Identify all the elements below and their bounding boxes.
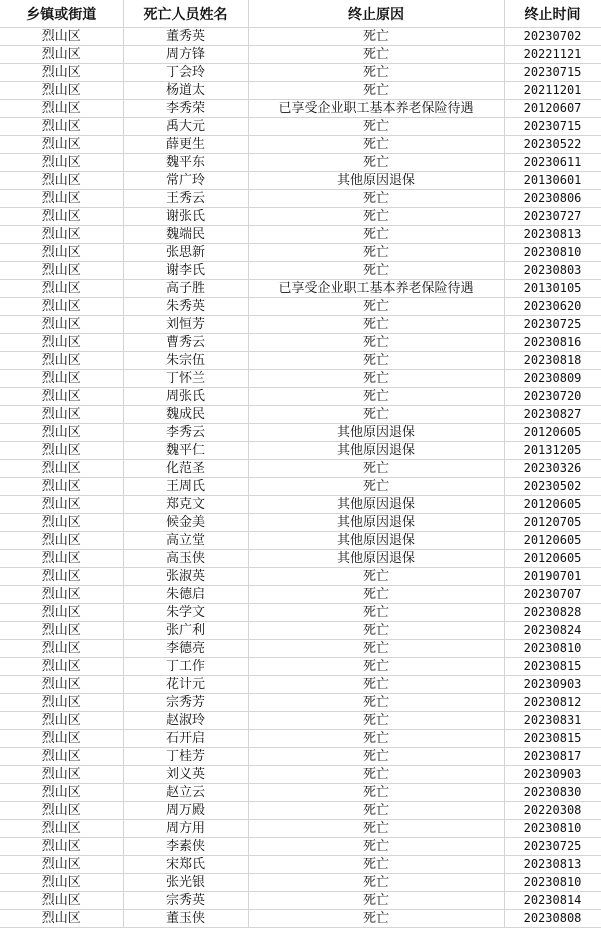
cell-reason[interactable]: 死亡 <box>248 802 504 820</box>
cell-date[interactable]: 20120605 <box>504 496 601 514</box>
cell-date[interactable]: 20230810 <box>504 874 601 892</box>
cell-date[interactable]: 20230830 <box>504 784 601 802</box>
table-row <box>0 208 601 226</box>
table-row <box>0 406 601 424</box>
cell-name[interactable]: 朱秀英 <box>123 298 248 316</box>
cell-town[interactable]: 烈山区 <box>0 694 123 712</box>
cell-name[interactable]: 朱德启 <box>123 586 248 604</box>
cell-reason[interactable]: 死亡 <box>248 874 504 892</box>
cell-name[interactable]: 高子胜 <box>123 280 248 298</box>
cell-name[interactable]: 赵立云 <box>123 784 248 802</box>
table-row <box>0 424 601 442</box>
cell-town[interactable]: 烈山区 <box>0 892 123 910</box>
cell-reason[interactable]: 死亡 <box>248 118 504 136</box>
cell-date[interactable]: 20230715 <box>504 118 601 136</box>
cell-town[interactable]: 烈山区 <box>0 280 123 298</box>
table-row <box>0 352 601 370</box>
cell-name[interactable]: 李德亮 <box>123 640 248 658</box>
cell-date[interactable]: 20230817 <box>504 748 601 766</box>
column-header-name[interactable]: 死亡人员姓名 <box>123 0 248 28</box>
cell-reason[interactable]: 死亡 <box>248 460 504 478</box>
cell-date[interactable]: 20230814 <box>504 892 601 910</box>
cell-date[interactable]: 20120705 <box>504 514 601 532</box>
cell-town[interactable]: 烈山区 <box>0 82 123 100</box>
cell-reason[interactable]: 死亡 <box>248 622 504 640</box>
cell-date[interactable]: 20221121 <box>504 46 601 64</box>
table-row <box>0 658 601 676</box>
cell-reason[interactable]: 死亡 <box>248 208 504 226</box>
cell-town[interactable]: 烈山区 <box>0 802 123 820</box>
cell-name[interactable]: 李素侠 <box>123 838 248 856</box>
cell-reason[interactable]: 死亡 <box>248 370 504 388</box>
cell-town[interactable]: 烈山区 <box>0 784 123 802</box>
cell-reason[interactable]: 死亡 <box>248 838 504 856</box>
cell-town[interactable]: 烈山区 <box>0 532 123 550</box>
table-row <box>0 604 601 622</box>
cell-reason[interactable]: 已享受企业职工基本养老保险待遇 <box>248 100 504 118</box>
cell-date[interactable]: 20230808 <box>504 910 601 928</box>
cell-date[interactable]: 20230806 <box>504 190 601 208</box>
cell-reason[interactable]: 死亡 <box>248 316 504 334</box>
cell-name[interactable]: 刘恒芳 <box>123 316 248 334</box>
cell-name[interactable]: 宋郑氏 <box>123 856 248 874</box>
cell-town[interactable]: 烈山区 <box>0 442 123 460</box>
cell-reason[interactable]: 其他原因退保 <box>248 532 504 550</box>
table-row <box>0 496 601 514</box>
cell-date[interactable]: 20230812 <box>504 694 601 712</box>
table-row <box>0 838 601 856</box>
table-row <box>0 244 601 262</box>
cell-date[interactable]: 20120607 <box>504 100 601 118</box>
table-row <box>0 622 601 640</box>
cell-town[interactable]: 烈山区 <box>0 856 123 874</box>
cell-reason[interactable]: 死亡 <box>248 262 504 280</box>
cell-reason[interactable]: 死亡 <box>248 406 504 424</box>
table-row <box>0 532 601 550</box>
cell-date[interactable]: 20230611 <box>504 154 601 172</box>
cell-reason[interactable]: 已享受企业职工基本养老保险待遇 <box>248 280 504 298</box>
cell-town[interactable]: 烈山区 <box>0 388 123 406</box>
cell-reason[interactable]: 死亡 <box>248 748 504 766</box>
table-row <box>0 910 601 928</box>
cell-date[interactable]: 20230824 <box>504 622 601 640</box>
cell-date[interactable]: 20230809 <box>504 370 601 388</box>
cell-date[interactable]: 20230725 <box>504 316 601 334</box>
cell-date[interactable]: 20230326 <box>504 460 601 478</box>
table-row <box>0 64 601 82</box>
cell-town[interactable]: 烈山区 <box>0 64 123 82</box>
cell-town[interactable]: 烈山区 <box>0 226 123 244</box>
cell-reason[interactable]: 死亡 <box>248 136 504 154</box>
cell-date[interactable]: 20230815 <box>504 730 601 748</box>
cell-name[interactable]: 朱学文 <box>123 604 248 622</box>
cell-date[interactable]: 20230810 <box>504 640 601 658</box>
cell-name[interactable]: 花计元 <box>123 676 248 694</box>
cell-date[interactable]: 20230803 <box>504 262 601 280</box>
cell-reason[interactable]: 死亡 <box>248 298 504 316</box>
cell-reason[interactable]: 死亡 <box>248 694 504 712</box>
cell-date[interactable]: 20120605 <box>504 532 601 550</box>
cell-name[interactable]: 李秀云 <box>123 424 248 442</box>
cell-reason[interactable]: 其他原因退保 <box>248 172 504 190</box>
cell-name[interactable]: 宗秀芳 <box>123 694 248 712</box>
cell-town[interactable]: 烈山区 <box>0 496 123 514</box>
cell-date[interactable]: 20230727 <box>504 208 601 226</box>
header-row <box>0 0 601 28</box>
table-row <box>0 820 601 838</box>
table-row <box>0 478 601 496</box>
cell-date[interactable]: 20230707 <box>504 586 601 604</box>
cell-name[interactable]: 丁工作 <box>123 658 248 676</box>
table-row <box>0 334 601 352</box>
cell-name[interactable]: 常广玲 <box>123 172 248 190</box>
table-row <box>0 442 601 460</box>
table-row <box>0 802 601 820</box>
table-row <box>0 676 601 694</box>
cell-town[interactable]: 烈山区 <box>0 208 123 226</box>
table-row <box>0 172 601 190</box>
cell-name[interactable]: 周方用 <box>123 820 248 838</box>
cell-reason[interactable]: 死亡 <box>248 892 504 910</box>
cell-reason[interactable]: 死亡 <box>248 64 504 82</box>
cell-reason[interactable]: 死亡 <box>248 658 504 676</box>
table-row <box>0 712 601 730</box>
cell-date[interactable]: 20230522 <box>504 136 601 154</box>
cell-name[interactable]: 赵淑玲 <box>123 712 248 730</box>
cell-date[interactable]: 20230818 <box>504 352 601 370</box>
cell-reason[interactable]: 死亡 <box>248 586 504 604</box>
cell-name[interactable]: 魏端民 <box>123 226 248 244</box>
cell-name[interactable]: 周万殿 <box>123 802 248 820</box>
cell-name[interactable]: 曹秀云 <box>123 334 248 352</box>
table-row <box>0 640 601 658</box>
cell-date[interactable]: 20230827 <box>504 406 601 424</box>
cell-town[interactable]: 烈山区 <box>0 172 123 190</box>
cell-town[interactable]: 烈山区 <box>0 712 123 730</box>
table-row <box>0 766 601 784</box>
cell-name[interactable]: 高玉侠 <box>123 550 248 568</box>
cell-date[interactable]: 20230620 <box>504 298 601 316</box>
cell-town[interactable]: 烈山区 <box>0 640 123 658</box>
cell-town[interactable]: 烈山区 <box>0 406 123 424</box>
cell-date[interactable]: 20230715 <box>504 64 601 82</box>
cell-date[interactable]: 20120605 <box>504 550 601 568</box>
table-row <box>0 550 601 568</box>
cell-reason[interactable]: 死亡 <box>248 190 504 208</box>
cell-reason[interactable]: 死亡 <box>248 28 504 46</box>
cell-town[interactable]: 烈山区 <box>0 586 123 604</box>
cell-town[interactable]: 烈山区 <box>0 478 123 496</box>
cell-town[interactable]: 烈山区 <box>0 676 123 694</box>
cell-name[interactable]: 高立堂 <box>123 532 248 550</box>
table-row <box>0 694 601 712</box>
cell-name[interactable]: 候金美 <box>123 514 248 532</box>
cell-date[interactable]: 20230725 <box>504 838 601 856</box>
cell-date[interactable]: 20230813 <box>504 226 601 244</box>
cell-reason[interactable]: 其他原因退保 <box>248 496 504 514</box>
table-row <box>0 154 601 172</box>
cell-town[interactable]: 烈山区 <box>0 46 123 64</box>
table-row <box>0 298 601 316</box>
cell-town[interactable]: 烈山区 <box>0 910 123 928</box>
cell-reason[interactable]: 死亡 <box>248 478 504 496</box>
cell-date[interactable]: 20131205 <box>504 442 601 460</box>
cell-date[interactable]: 20211201 <box>504 82 601 100</box>
cell-town[interactable]: 烈山区 <box>0 838 123 856</box>
cell-name[interactable]: 魏平仁 <box>123 442 248 460</box>
table-row <box>0 856 601 874</box>
cell-date[interactable]: 20230810 <box>504 820 601 838</box>
cell-reason[interactable]: 死亡 <box>248 820 504 838</box>
cell-reason[interactable]: 死亡 <box>248 352 504 370</box>
cell-town[interactable]: 烈山区 <box>0 766 123 784</box>
cell-name[interactable]: 朱宗伍 <box>123 352 248 370</box>
cell-reason[interactable]: 死亡 <box>248 244 504 262</box>
cell-name[interactable]: 周方锋 <box>123 46 248 64</box>
table-row <box>0 190 601 208</box>
cell-reason[interactable]: 死亡 <box>248 640 504 658</box>
cell-town[interactable]: 烈山区 <box>0 622 123 640</box>
table-row <box>0 874 601 892</box>
cell-date[interactable]: 20230903 <box>504 766 601 784</box>
cell-date[interactable]: 20230831 <box>504 712 601 730</box>
cell-reason[interactable]: 其他原因退保 <box>248 550 504 568</box>
cell-name[interactable]: 杨道太 <box>123 82 248 100</box>
table-row <box>0 262 601 280</box>
table-row <box>0 316 601 334</box>
cell-name[interactable]: 宗秀英 <box>123 892 248 910</box>
cell-date[interactable]: 20230903 <box>504 676 601 694</box>
table-row <box>0 226 601 244</box>
cell-town[interactable]: 烈山区 <box>0 136 123 154</box>
cell-town[interactable]: 烈山区 <box>0 568 123 586</box>
cell-date[interactable]: 20130601 <box>504 172 601 190</box>
cell-reason[interactable]: 死亡 <box>248 154 504 172</box>
cell-name[interactable]: 张光银 <box>123 874 248 892</box>
cell-reason[interactable]: 死亡 <box>248 82 504 100</box>
cell-town[interactable]: 烈山区 <box>0 352 123 370</box>
cell-town[interactable]: 烈山区 <box>0 658 123 676</box>
cell-reason[interactable]: 死亡 <box>248 856 504 874</box>
cell-date[interactable]: 20230702 <box>504 28 601 46</box>
table-row <box>0 82 601 100</box>
cell-town[interactable]: 烈山区 <box>0 262 123 280</box>
table-row <box>0 118 601 136</box>
cell-name[interactable]: 石开启 <box>123 730 248 748</box>
cell-reason[interactable]: 死亡 <box>248 46 504 64</box>
cell-reason[interactable]: 死亡 <box>248 334 504 352</box>
table-row <box>0 892 601 910</box>
cell-town[interactable]: 烈山区 <box>0 190 123 208</box>
cell-name[interactable]: 李秀荣 <box>123 100 248 118</box>
cell-name[interactable]: 薛更生 <box>123 136 248 154</box>
cell-town[interactable]: 烈山区 <box>0 424 123 442</box>
cell-town[interactable]: 烈山区 <box>0 298 123 316</box>
table-row <box>0 388 601 406</box>
cell-date[interactable]: 20230813 <box>504 856 601 874</box>
cell-name[interactable]: 王秀云 <box>123 190 248 208</box>
cell-town[interactable]: 烈山区 <box>0 28 123 46</box>
cell-date[interactable]: 20130105 <box>504 280 601 298</box>
cell-date[interactable]: 20190701 <box>504 568 601 586</box>
table-row <box>0 730 601 748</box>
table-row <box>0 460 601 478</box>
cell-name[interactable]: 化范圣 <box>123 460 248 478</box>
cell-name[interactable]: 魏成民 <box>123 406 248 424</box>
cell-town[interactable]: 烈山区 <box>0 118 123 136</box>
cell-reason[interactable]: 死亡 <box>248 784 504 802</box>
table-row <box>0 28 601 46</box>
cell-name[interactable]: 丁怀兰 <box>123 370 248 388</box>
table-row <box>0 514 601 532</box>
table-row <box>0 100 601 118</box>
cell-reason[interactable]: 其他原因退保 <box>248 424 504 442</box>
cell-name[interactable]: 谢李氏 <box>123 262 248 280</box>
cell-town[interactable]: 烈山区 <box>0 730 123 748</box>
cell-name[interactable]: 丁会玲 <box>123 64 248 82</box>
cell-reason[interactable]: 死亡 <box>248 568 504 586</box>
cell-town[interactable]: 烈山区 <box>0 550 123 568</box>
cell-town[interactable]: 烈山区 <box>0 748 123 766</box>
cell-name[interactable]: 丁桂芳 <box>123 748 248 766</box>
cell-town[interactable]: 烈山区 <box>0 244 123 262</box>
table-row <box>0 46 601 64</box>
table-row <box>0 370 601 388</box>
cell-name[interactable]: 刘义英 <box>123 766 248 784</box>
cell-name[interactable]: 禹大元 <box>123 118 248 136</box>
cell-reason[interactable]: 其他原因退保 <box>248 442 504 460</box>
table-body <box>0 28 601 928</box>
cell-date[interactable]: 20220308 <box>504 802 601 820</box>
column-header-date[interactable]: 终止时间 <box>504 0 601 28</box>
table-row <box>0 784 601 802</box>
column-header-town[interactable]: 乡镇或街道 <box>0 0 123 28</box>
cell-name[interactable]: 张淑英 <box>123 568 248 586</box>
cell-reason[interactable]: 死亡 <box>248 766 504 784</box>
cell-town[interactable]: 烈山区 <box>0 604 123 622</box>
cell-date[interactable]: 20230502 <box>504 478 601 496</box>
column-header-reason[interactable]: 终止原因 <box>248 0 504 28</box>
table-row <box>0 136 601 154</box>
cell-name[interactable]: 董玉侠 <box>123 910 248 928</box>
cell-name[interactable]: 张广利 <box>123 622 248 640</box>
cell-date[interactable]: 20230828 <box>504 604 601 622</box>
cell-date[interactable]: 20120605 <box>504 424 601 442</box>
cell-town[interactable]: 烈山区 <box>0 820 123 838</box>
cell-date[interactable]: 20230815 <box>504 658 601 676</box>
cell-reason[interactable]: 死亡 <box>248 226 504 244</box>
cell-reason[interactable]: 死亡 <box>248 676 504 694</box>
cell-town[interactable]: 烈山区 <box>0 370 123 388</box>
cell-reason[interactable]: 其他原因退保 <box>248 514 504 532</box>
cell-reason[interactable]: 死亡 <box>248 712 504 730</box>
table-row <box>0 280 601 298</box>
cell-town[interactable]: 烈山区 <box>0 100 123 118</box>
cell-name[interactable]: 魏平东 <box>123 154 248 172</box>
cell-date[interactable]: 20230810 <box>504 244 601 262</box>
cell-name[interactable]: 郑克文 <box>123 496 248 514</box>
cell-name[interactable]: 王周氏 <box>123 478 248 496</box>
cell-name[interactable]: 谢张氏 <box>123 208 248 226</box>
cell-town[interactable]: 烈山区 <box>0 460 123 478</box>
cell-reason[interactable]: 死亡 <box>248 388 504 406</box>
cell-reason[interactable]: 死亡 <box>248 604 504 622</box>
cell-name[interactable]: 董秀英 <box>123 28 248 46</box>
table-row <box>0 586 601 604</box>
cell-town[interactable]: 烈山区 <box>0 334 123 352</box>
cell-date[interactable]: 20230816 <box>504 334 601 352</box>
table-row <box>0 568 601 586</box>
cell-town[interactable]: 烈山区 <box>0 316 123 334</box>
cell-town[interactable]: 烈山区 <box>0 874 123 892</box>
table-row <box>0 748 601 766</box>
cell-reason[interactable]: 死亡 <box>248 730 504 748</box>
cell-town[interactable]: 烈山区 <box>0 154 123 172</box>
cell-town[interactable]: 烈山区 <box>0 514 123 532</box>
cell-name[interactable]: 张思新 <box>123 244 248 262</box>
cell-name[interactable]: 周张氏 <box>123 388 248 406</box>
cell-reason[interactable]: 死亡 <box>248 910 504 928</box>
cell-date[interactable]: 20230720 <box>504 388 601 406</box>
